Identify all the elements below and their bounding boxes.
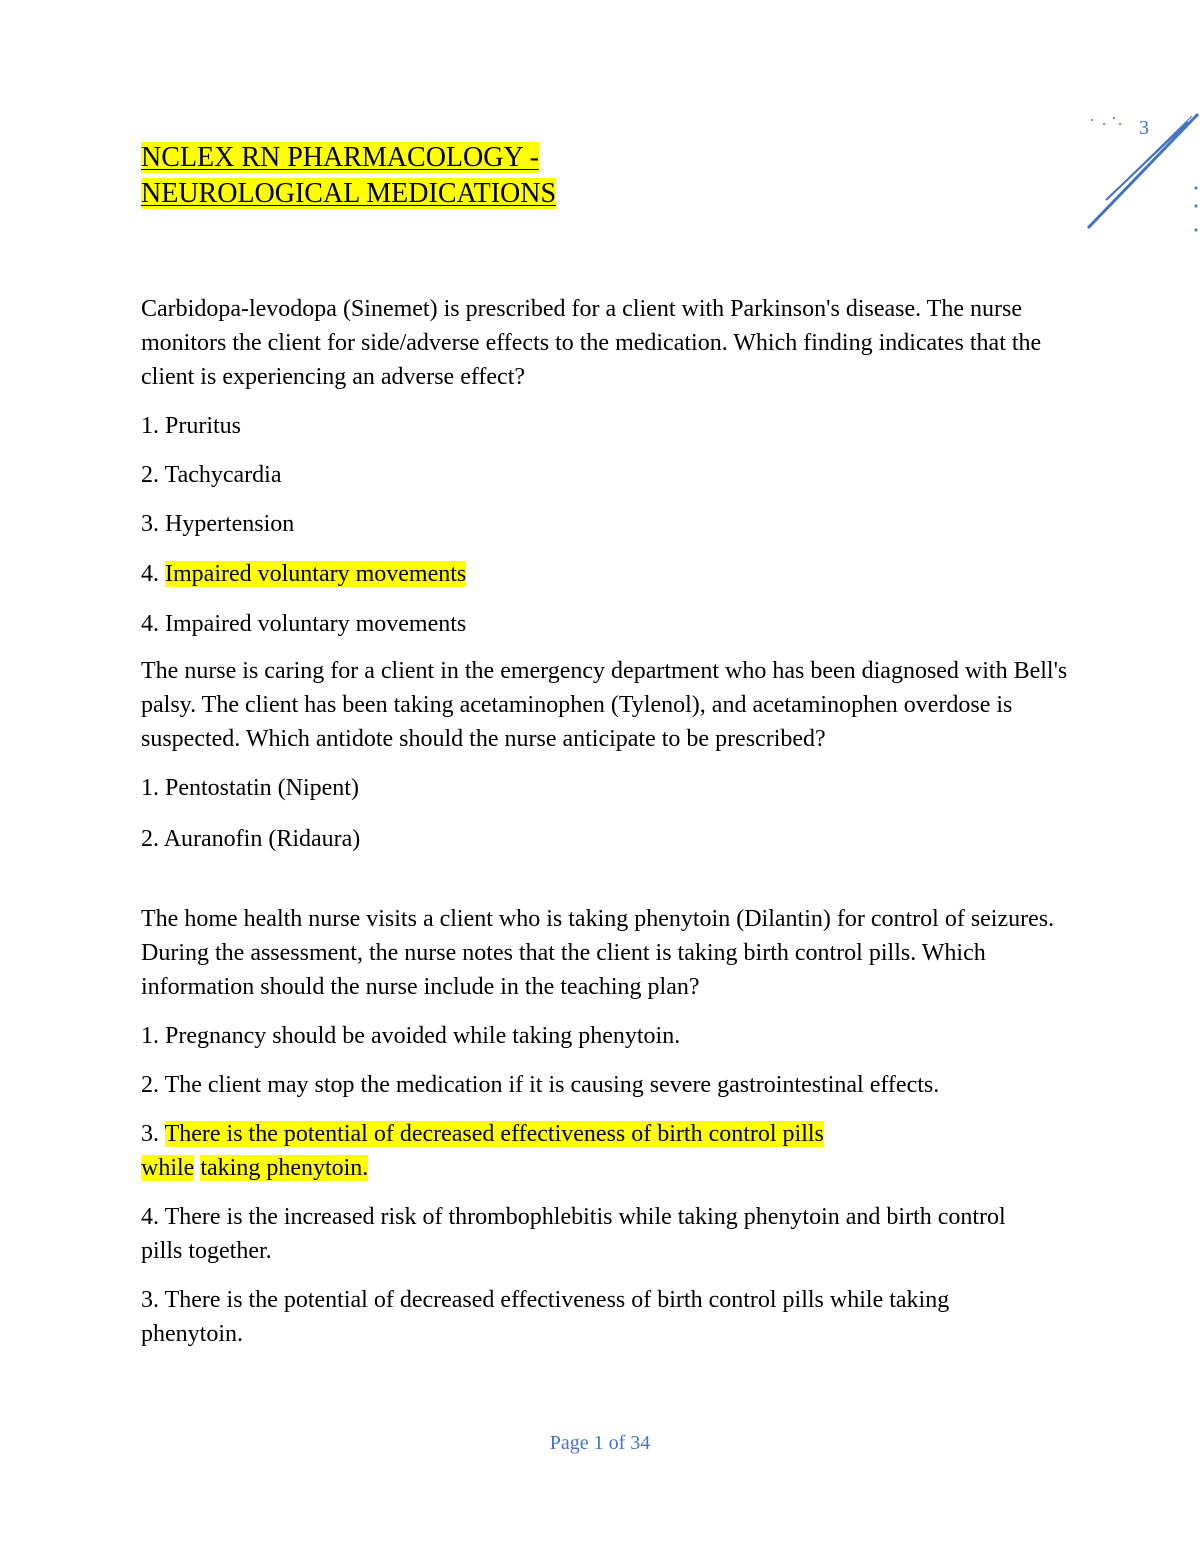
q3-option-4: 4. There is the increased risk of thrombophlebitis while taking phenytoin and birth control pills together. (141, 1204, 1006, 1264)
q1-option-2: 2. Tachycardia (141, 462, 282, 488)
q3-option-1: 1. Pregnancy should be avoided while taking phenytoin. (141, 1023, 681, 1049)
corner-page-number: 3 (1139, 117, 1149, 139)
question-2-stem: The nurse is caring for a client in the emergency department who has been diagnosed with Bell's palsy. The client has been taking acetaminophen (Tylenol), and acetaminophen overdose is suspected. Which antidote should the nurse anticipate to be prescribed? (141, 658, 1068, 752)
q3-answer: 3. There is the potential of decreased effectiveness of birth control pills while taking phenytoin. (141, 1287, 950, 1347)
q1-answer: 4. Impaired voluntary movements (141, 611, 467, 637)
q2-option-2: 2. Auranofin (Ridaura) (141, 826, 361, 852)
q1-option-4-highlighted: 4. Impaired voluntary movements (141, 561, 467, 587)
question-1-stem: Carbidopa-levodopa (Sinemet) is prescribed for a client with Parkinson's disease. The nurse monitors the client for side/adverse effects to the medication. Which finding indicates that the client is experiencing an adverse effect? (141, 296, 1042, 390)
title-line-2: NEUROLOGICAL MEDICATIONS (141, 178, 557, 209)
q1-option-1: 1. Pruritus (141, 413, 242, 439)
corner-decoration-icon (1070, 100, 1200, 240)
document-page (141, 140, 1071, 1351)
q1-option-3: 3. Hypertension (141, 511, 295, 537)
q3-option-3-highlighted: 3. There is the potential of decreased effectiveness of birth control pills while taking phenytoin. (141, 1121, 824, 1181)
q3-option-2: 2. The client may stop the medication if it is causing severe gastrointestinal effects. (141, 1072, 940, 1098)
page-number-footer: Page 1 of 34 (549, 1432, 651, 1454)
question-3-stem: The home health nurse visits a client who is taking phenytoin (Dilantin) for control of seizures. During the assessment, the nurse notes that the client is taking birth control pills. Which information should the nurse include in the teaching plan? (141, 906, 1055, 1000)
q2-option-1: 1. Pentostatin (Nipent) (141, 775, 359, 801)
page-title (141, 140, 1071, 212)
title-line-1: NCLEX RN PHARMACOLOGY - (141, 142, 539, 173)
